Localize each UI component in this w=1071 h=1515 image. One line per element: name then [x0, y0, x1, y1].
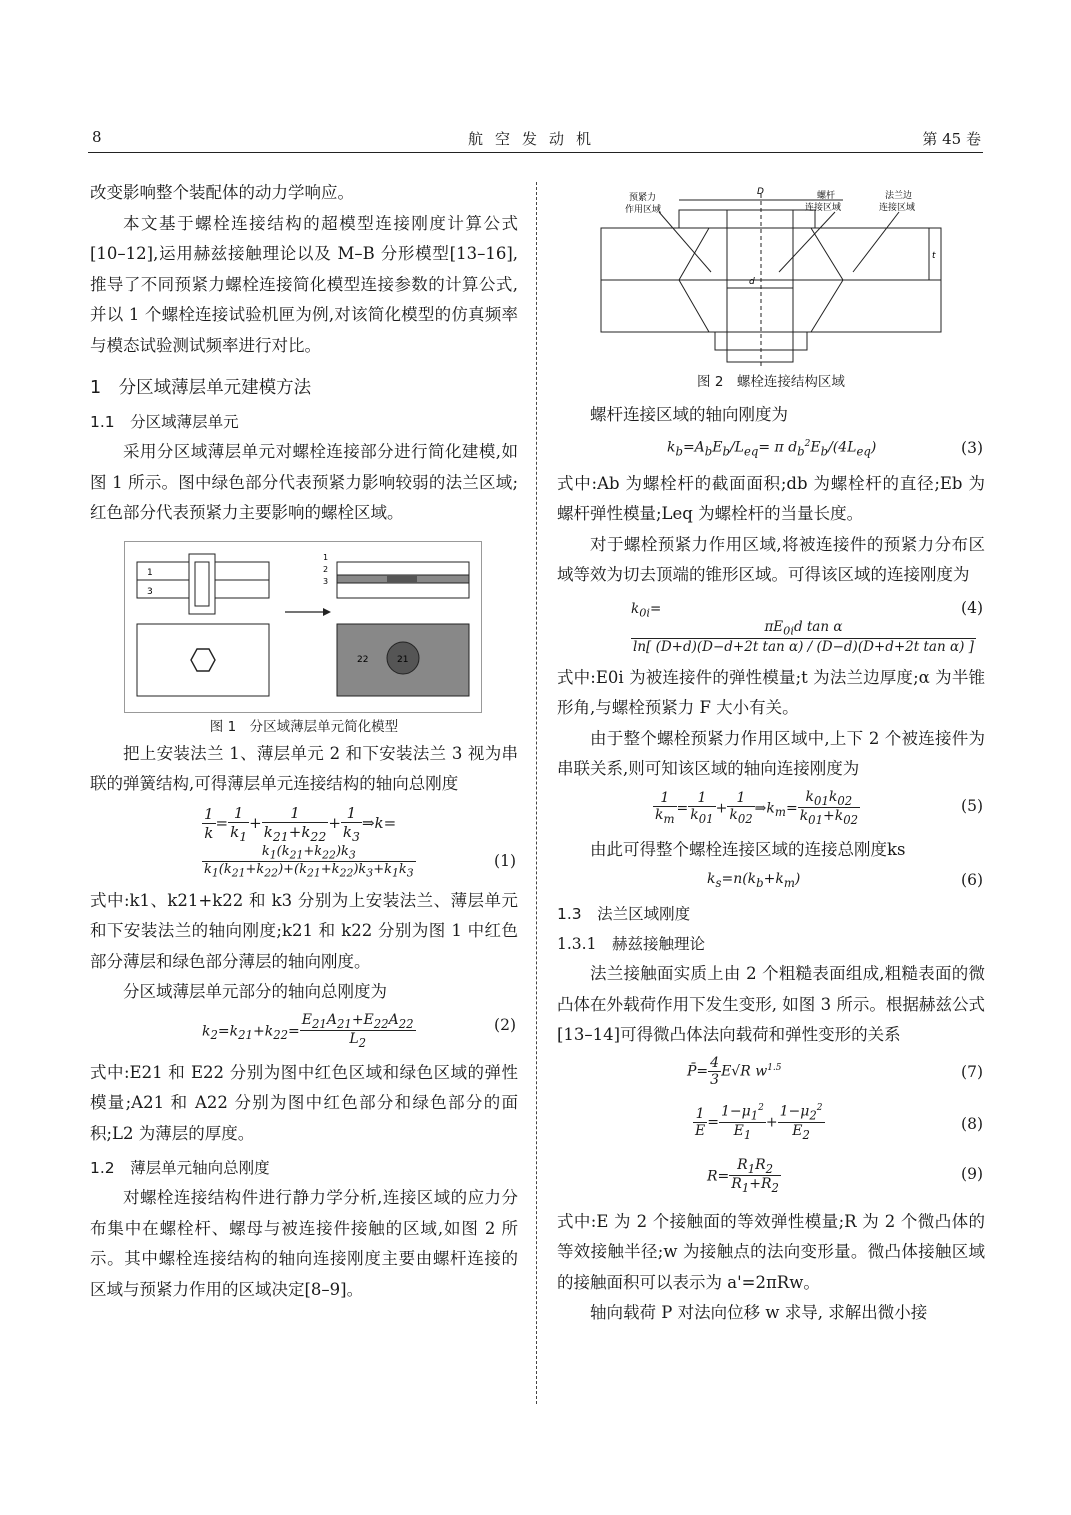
- journal-title: 航空发动机: [467, 130, 603, 148]
- fig2-label: 法兰边: [885, 191, 913, 201]
- left-column: [90, 178, 518, 1305]
- paragraph: 采用分区域薄层单元对螺栓连接部分进行简化建模,如图 1 所示。图中绿色部分代表预紧力影响较弱的法兰区域;红色部分代表预紧力主要影响的螺栓区域。: [90, 442, 518, 522]
- paragraph: 分区域薄层单元部分的轴向总刚度为: [123, 982, 387, 1001]
- figure-1-drawing: [125, 542, 481, 712]
- fig2-label: 作用区域: [625, 205, 662, 215]
- equation-number: (2): [494, 1015, 516, 1034]
- paragraph: 螺杆连接区域的轴向刚度为: [590, 405, 788, 424]
- fig2-label: 连接区域: [879, 203, 916, 213]
- paragraph: 式中:E 为 2 个接触面的等效弹性模量;R 为 2 个微凸体的等效接触半径;w 为接触点的法向变形量。微凸体接触区域的接触面积可以表示为 a'=2πRw。: [557, 1211, 985, 1292]
- fig1-label: 2: [323, 564, 329, 574]
- fig1-label: 3: [147, 586, 153, 597]
- paragraph: 把上安装法兰 1、薄层单元 2 和下安装法兰 3 视为串联的弹簧结构,可得薄层单元连接结构的轴向总刚度: [90, 743, 518, 793]
- equation-number: (6): [961, 871, 983, 889]
- paragraph: 式中:E0i 为被连接件的弹性模量;t 为法兰边厚度;α 为半锥形角,与螺栓预紧力 F 大小有关。: [557, 667, 985, 717]
- fig2-label: t: [932, 251, 936, 261]
- equation-number: (7): [961, 1062, 983, 1081]
- paragraph: 对于螺栓预紧力作用区域,将被连接件的预紧力分布区域等效为切去顶端的锥形区域。可得该区域的连接刚度为: [557, 534, 985, 584]
- figure-2-drawing: [599, 182, 943, 370]
- equation-number: (3): [961, 438, 983, 457]
- section-heading: 1 分区域薄层单元建模方法: [90, 378, 312, 398]
- page-number: 8: [92, 128, 102, 146]
- equation-8: $\frac{1}{E}$ = $\frac{1-\mu_1^2}{E_1}$ + $\frac{1-\mu_2^2}{E_2}$ (8): [695, 1102, 983, 1142]
- volume-label: 第 45 卷: [922, 130, 981, 148]
- right-column: [557, 178, 985, 1329]
- fig1-label: 3: [323, 576, 329, 586]
- equation-number: (8): [961, 1114, 983, 1133]
- equation-5: $\frac{1}{k_m}$ = $\frac{1}{k_{01}}$ + $\frac{1}{k_{02}}$ $\Rightarrow k_m=$ $\frac{k_{01}k_{02}}{k_{01}+k_{02}}$ (5): [655, 788, 983, 828]
- fig1-label: 22: [357, 654, 369, 665]
- fig2-label: D: [757, 187, 764, 197]
- figure-caption: 图 2 螺栓连接结构区域: [697, 374, 845, 390]
- fig1-label: 1: [323, 552, 329, 562]
- paragraph: 对螺栓连接结构件进行静力学分析,连接区域的应力分布集中在螺栓杆、螺母与被连接件接触的区域,如图 2 所示。其中螺栓连接结构的轴向连接刚度主要由螺杆连接的区域与预紧力作用的区域决定[8–9]。: [90, 1188, 518, 1299]
- paragraph: 式中:Ab 为螺栓杆的截面面积;db 为螺栓杆的直径;Eb 为螺杆弹性模量;Leq 为螺栓杆的当量长度。: [557, 473, 985, 523]
- paragraph: 式中:k1、k21+k22 和 k3 分别为上安装法兰、薄层单元和下安装法兰的轴向刚度;k21 和 k22 分别为图 1 中红色部分薄层和绿色部分薄层的轴向刚度。: [90, 890, 518, 971]
- paragraph: 本文基于螺栓连接结构的超模型连接刚度计算公式[10–12],运用赫兹接触理论以及 M–B 分形模型[13–16],推导了不同预紧力螺栓连接简化模型连接参数的计算公式,并以 1 个螺栓连接试验机匣为例,对该简化模型的仿真频率与模态试验测试频率进行对比。: [90, 213, 518, 355]
- equation-number: (5): [961, 796, 983, 815]
- equation-1: $\frac{1}{k}$ = $\frac{1}{k_1}$ + $\frac{1}{k_{21}+k_{22}}$ + $\frac{1}{k_3}$ ⇒k= $\frac{k_1(k_{21}+k_{22})k_3}{k_1(k_{21}+k_{22})+(k_{21}+k_{22})k_3+k_1k_3}$ (1): [204, 803, 516, 880]
- figure-1: [124, 541, 482, 713]
- fig2-label: 连接区域: [805, 203, 842, 213]
- fig1-label: 21: [397, 654, 409, 665]
- equation-4: $k_{0i}=$ $\frac{\pi E_{0i}d \tan \alpha}{\text{ln[ (D+d)(D−d+2t tan α) / (D−d)(D+d+2t tan α) ]}}$ (4): [631, 598, 983, 655]
- subsection-heading: 1.2 薄层单元轴向总刚度: [90, 1159, 270, 1177]
- equation-7: P̄= $\frac{4}{3}$ E√R $w^{1.5}$ (7): [687, 1054, 983, 1088]
- paragraph: 轴向载荷 P 对法向位移 w 求导, 求解出微小接: [590, 1303, 928, 1322]
- paragraph: 改变影响整个装配体的动力学响应。: [90, 183, 354, 202]
- equation-number: (4): [961, 598, 983, 617]
- equation-number: (1): [494, 851, 516, 870]
- fig1-label: 1: [147, 567, 153, 578]
- fig2-label: 预紧力: [629, 193, 657, 203]
- fig2-label: d: [749, 277, 755, 287]
- paragraph: 法兰接触面实质上由 2 个粗糙表面组成,粗糙表面的微凸体在外载荷作用下发生变形, 如图 3 所示。根据赫兹公式[13–14]可得微凸体法向载荷和弹性变形的关系: [557, 964, 985, 1044]
- subsection-heading: 1.1 分区域薄层单元: [90, 413, 239, 431]
- figure-2: [599, 182, 943, 370]
- figure-caption: 图 1 分区域薄层单元简化模型: [209, 718, 399, 735]
- paragraph: 由于整个螺栓预紧力作用区域中,上下 2 个被连接件为串联关系,则可知该区域的轴向连接刚度为: [557, 728, 985, 778]
- equation-6: $k_s=n(k_b+k_m)$ (6): [707, 871, 983, 890]
- subsection-heading: 1.3 法兰区域刚度: [557, 905, 691, 923]
- paragraph: 式中:E21 和 E22 分别为图中红色区域和绿色区域的弹性模量;A21 和 A22 分别为图中红色部分和绿色部分的面积;L2 为薄层的厚度。: [90, 1062, 518, 1143]
- equation-3: $k_b=A_bE_b/L_{eq}= \pi$ $d_b^2E_b/(4L_{eq})$ (3): [667, 438, 983, 458]
- equation-number: (9): [961, 1164, 983, 1183]
- equation-9: R= $\frac{R_1R_2}{R_1+R_2}$ (9): [707, 1156, 983, 1196]
- equation-2: $k_2=k_{21}+k_{22}=$ $\frac{E_{21}A_{21}+E_{22}A_{22}}{L_2}$ (2): [202, 1011, 516, 1051]
- paragraph: 由此可得整个螺栓连接区域的连接总刚度ks: [590, 839, 906, 859]
- subsubsection-heading: 1.3.1 赫兹接触理论: [557, 935, 705, 953]
- column-divider: [536, 182, 537, 1404]
- fig2-label: 螺杆: [817, 191, 836, 201]
- running-header: [88, 126, 983, 153]
